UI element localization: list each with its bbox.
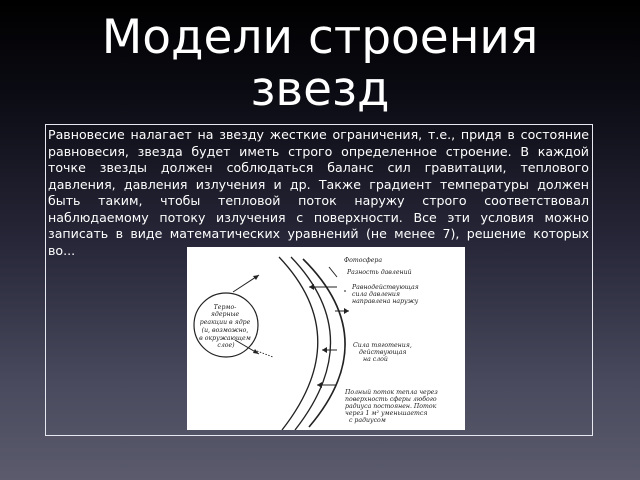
- flux-line: через 1 м² уменьшается: [345, 410, 428, 417]
- core-label-line: (и, возможно,: [201, 327, 249, 334]
- net-pressure-line: направлена наружу: [352, 298, 419, 305]
- core-label-line: слое): [217, 342, 235, 349]
- label-net-pressure: [351, 284, 421, 305]
- arrowhead-gravity: [322, 347, 327, 353]
- flux-line: радиуса постоянен. Поток: [345, 403, 437, 410]
- arrow-photosphere: [329, 267, 337, 277]
- core-label-line: ядерные: [210, 311, 240, 318]
- label-flux: [344, 389, 440, 424]
- label-pressure-diff: Разность давлений: [347, 269, 412, 276]
- body-paragraph: Равновесие налагает на звезду жесткие ограничения, т.е., придя в состояние равновесия, звезда будет иметь строго определенное строение. В каждой точке звезды должен соблюдаться баланс сил гравитации, теплового давления, давления излучения и др. Также градиент температуры должен быть таким, чтобы тепловой поток наружу строго соответствовал наблюдаемому потоку излучения с поверхности. Все эти условия можно записать в виде математических уравнений (не менее 7), решение которых во...: [48, 127, 589, 258]
- arrowhead-pressure-diff: [309, 284, 314, 290]
- core-label-line: реакции в ядре: [199, 319, 251, 326]
- dashed-ray: [257, 351, 273, 357]
- core-label-line: в окружающем: [199, 335, 251, 342]
- arrowhead-net-pressure: [344, 308, 349, 314]
- flux-line: с радиусом: [349, 417, 386, 424]
- core-label-line: Термо-: [213, 304, 237, 311]
- gravity-line: на слой: [363, 356, 388, 363]
- star-structure-diagram: [187, 247, 465, 430]
- gravity-line: Сила тяготения,: [353, 342, 412, 349]
- photosphere-arc: [303, 259, 345, 427]
- net-pressure-line: Равнодействующая: [352, 284, 419, 291]
- flux-line: поверхность сферы любого: [345, 396, 437, 403]
- slide-title: [0, 12, 640, 116]
- flux-line: Полный поток тепла через: [345, 389, 438, 396]
- core-label: [199, 304, 253, 349]
- slide-title-line-2: звезд: [250, 62, 390, 117]
- net-pressure-line: сила давления: [352, 291, 401, 298]
- slide-title-line-1: Модели строения: [101, 10, 539, 65]
- label-photosphere: Фотосфера: [344, 257, 383, 264]
- gravity-line: действующая: [359, 349, 407, 356]
- arrowhead-core-out-1: [253, 275, 259, 280]
- star-structure-svg: [187, 247, 465, 430]
- arrowhead-flux: [317, 382, 322, 388]
- label-gravity: [353, 342, 414, 363]
